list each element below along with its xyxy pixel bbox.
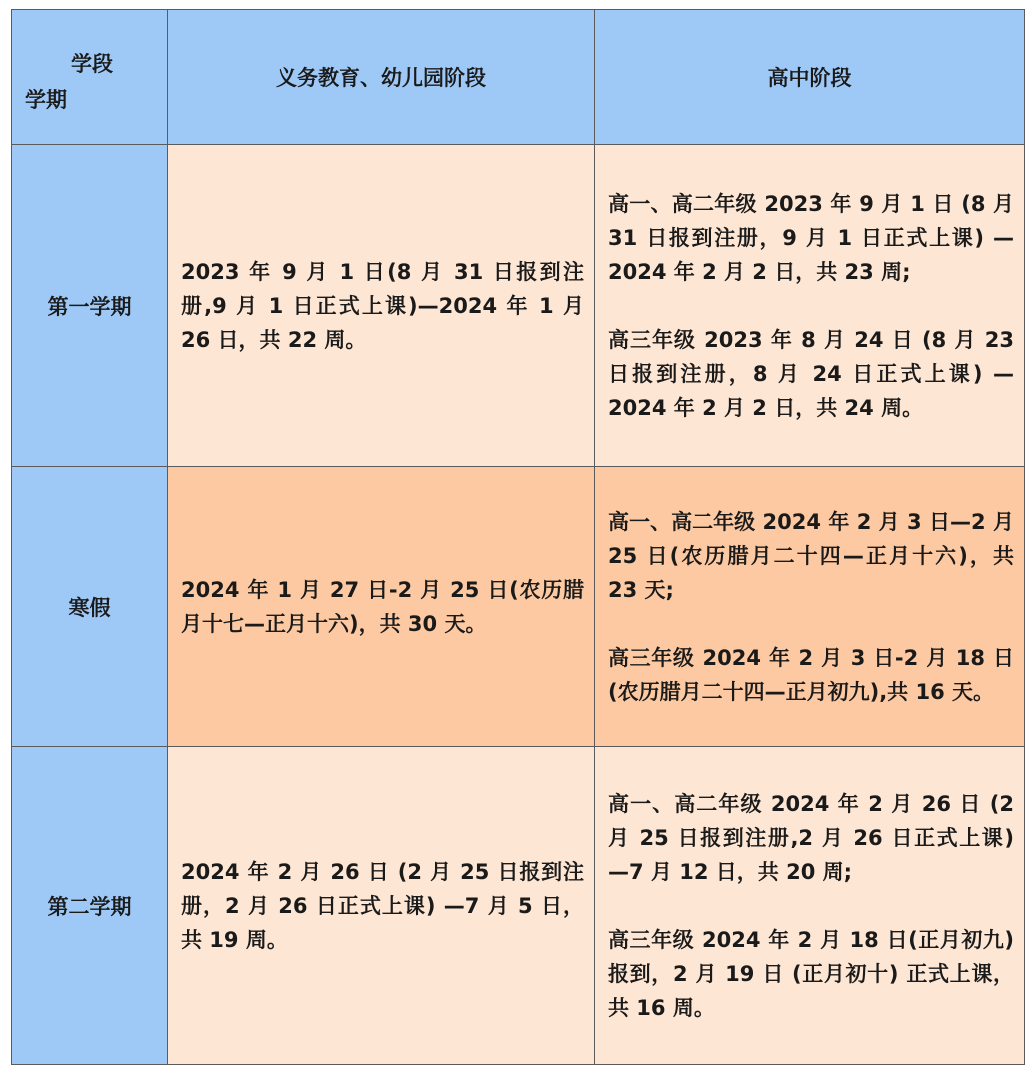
table-row xyxy=(12,747,1025,1065)
row-label-first-term: 第一学期 xyxy=(12,145,168,467)
cell-text-grade-3: 高三年级 2024 年 2 月 3 日-2 月 18 日(农历腊月二十四—正月初九),共 16 天。 xyxy=(608,645,1014,704)
cell-text-grade-1-2: 高一、高二年级 2024 年 2 月 3 日—2 月 25 日(农历腊月二十四—正月十六)，共 23 天; xyxy=(608,509,1014,602)
header-row xyxy=(12,10,1025,145)
cell-compulsory-winter-break xyxy=(168,467,595,747)
col-header-high-school: 高中阶段 xyxy=(595,10,1025,145)
row-label-second-term: 第二学期 xyxy=(12,747,168,1065)
calendar-table-wrapper xyxy=(11,9,1024,1063)
corner-top-label: 学段 xyxy=(71,52,113,76)
cell-compulsory-first-term xyxy=(168,145,595,467)
col-header-compulsory: 义务教育、幼儿园阶段 xyxy=(168,10,595,145)
corner-bottom-label: 学期 xyxy=(25,88,67,112)
cell-text: 2024 年 2 月 26 日 (2 月 25 日报到注册，2 月 26 日正式上课) —7 月 5 日，共 19 周。 xyxy=(181,859,584,952)
cell-compulsory-second-term xyxy=(168,747,595,1065)
row-label-winter-break: 寒假 xyxy=(12,467,168,747)
cell-text-grade-3: 高三年级 2024 年 2 月 18 日(正月初九)报到，2 月 19 日 (正月初十) 正式上课，共 16 周。 xyxy=(608,927,1014,1020)
school-calendar-table xyxy=(11,9,1025,1065)
cell-high-school-first-term xyxy=(595,145,1025,467)
cell-text-grade-1-2: 高一、高二年级 2024 年 2 月 26 日 (2 月 25 日报到注册,2 月 26 日正式上课) —7 月 12 日，共 20 周; xyxy=(608,791,1014,884)
cell-high-school-winter-break xyxy=(595,467,1025,747)
cell-text-grade-1-2: 高一、高二年级 2023 年 9 月 1 日 (8 月 31 日报到注册，9 月 1 日正式上课) —2024 年 2 月 2 日，共 23 周; xyxy=(608,191,1014,284)
cell-text-grade-3: 高三年级 2023 年 8 月 24 日 (8 月 23 日报到注册，8 月 24 日正式上课) —2024 年 2 月 2 日，共 24 周。 xyxy=(608,327,1014,420)
table-row xyxy=(12,467,1025,747)
cell-text: 2023 年 9 月 1 日(8 月 31 日报到注册,9 月 1 日正式上课)—2024 年 1 月 26 日，共 22 周。 xyxy=(181,259,584,352)
table-row xyxy=(12,145,1025,467)
cell-text: 2024 年 1 月 27 日-2 月 25 日(农历腊月十七—正月十六)，共 30 天。 xyxy=(181,577,584,636)
cell-high-school-second-term xyxy=(595,747,1025,1065)
corner-cell xyxy=(12,10,168,145)
